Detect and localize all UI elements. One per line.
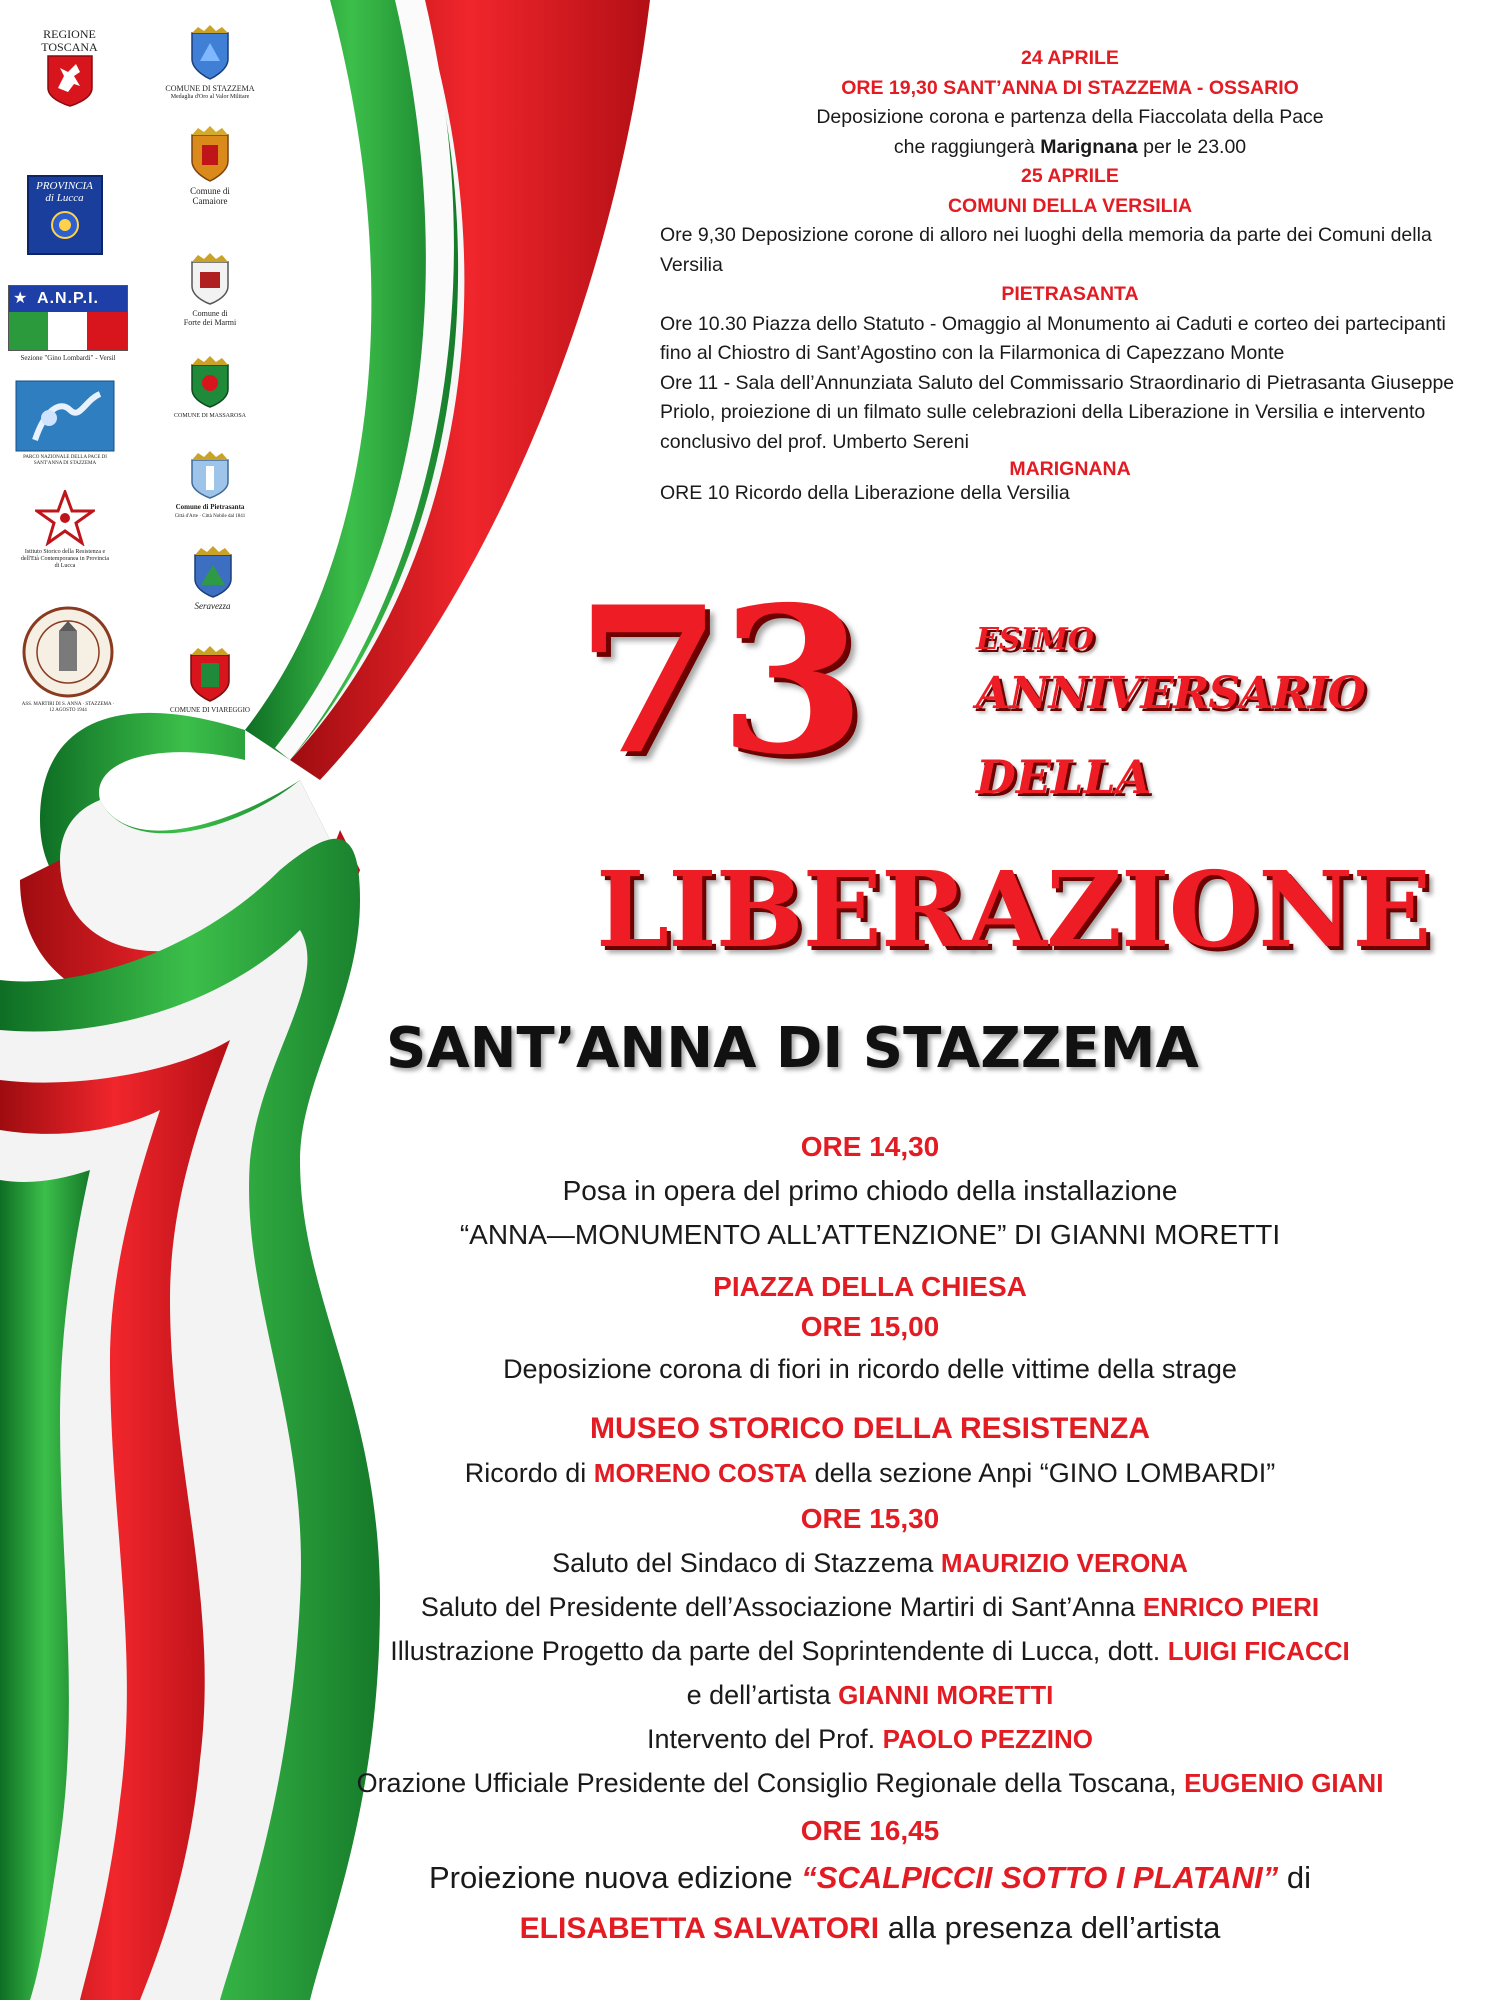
provincia-crest-icon — [50, 208, 80, 242]
comune-seravezza-caption: Seravezza — [194, 601, 231, 611]
anniversary-number: 73 — [575, 562, 863, 799]
marignana-text: ORE 10 Ricordo della Liberazione della Versilia — [660, 482, 1070, 504]
parco-pace-caption: PARCO NAZIONALE DELLA PACE DI SANT'ANNA DI STAZZEMA — [23, 455, 107, 466]
comune-seravezza-logo — [170, 545, 255, 611]
anpi-caption: A.N.P.I. — [9, 286, 127, 312]
pietrasanta-crest-icon — [188, 450, 232, 500]
intervento-line: Intervento del Prof. PAOLO PEZZINO — [646, 1724, 1094, 1754]
comuni-versilia-heading: COMUNI DELLA VERSILIA — [947, 194, 1193, 217]
associazione-martiri-logo — [20, 605, 116, 714]
location-title: SANT’ANNA DI STAZZEMA — [386, 1016, 1199, 1081]
comune-forte-dei-marmi-caption: Comune di Forte dei Marmi — [183, 309, 237, 327]
salvatori-line: ELISABETTA SALVATORI alla presenza dell’artista — [519, 1910, 1221, 1945]
comune-stazzema-subcaption: Medaglia d'Oro al Valor Militare — [170, 94, 250, 100]
provincia-lucca-logo — [22, 175, 107, 255]
comune-massarosa-logo — [160, 355, 260, 421]
artista-line: e dell’artista GIANNI MORETTI — [686, 1680, 1054, 1710]
deposizione-line: Deposizione corona di fiori in ricordo delle vittime della strage — [503, 1354, 1237, 1384]
comuni-versilia-text: Ore 9,30 Deposizione corone di alloro nei luoghi della memoria da parte dei Comuni della Versilia — [660, 224, 1432, 276]
liberazione-title: LIBERAZIONE — [596, 848, 1431, 971]
proiezione-line: Proiezione nuova edizione “SCALPICCII SOTTO I PLATANI” di — [428, 1860, 1312, 1895]
istituto-storico-caption: Istituto Storico della Resistenza e dell'Età Contemporanea in Provincia di Lucca — [20, 549, 110, 569]
program-schedule — [260, 1125, 1480, 1954]
time-14-30: ORE 14,30 — [800, 1131, 940, 1162]
pietrasanta-heading: PIETRASANTA — [1001, 283, 1139, 305]
saluto-presidente-line: Saluto del Presidente dell’Associazione Martiri di Sant’Anna ENRICO PIERI — [420, 1592, 1320, 1622]
comune-viareggio-logo — [160, 645, 260, 715]
saluto-sindaco-line: Saluto del Sindaco di Stazzema MAURIZIO VERONA — [552, 1548, 1188, 1578]
parco-pace-logo — [14, 380, 116, 467]
april-24-25-events — [660, 44, 1480, 505]
camaiore-crest-icon — [188, 125, 232, 183]
esimo-label: ESIMO — [976, 622, 1094, 657]
comune-pietrasanta-caption: Comune di Pietrasanta — [175, 503, 245, 511]
comune-stazzema-caption: COMUNE DI STAZZEMA — [165, 84, 255, 93]
red-star-icon — [35, 490, 95, 546]
time-16-45: ORE 16,45 — [800, 1815, 940, 1846]
museo-heading: MUSEO STORICO DELLA RESISTENZA — [589, 1412, 1151, 1445]
peace-park-icon — [15, 380, 115, 452]
comune-camaiore-logo — [165, 125, 255, 206]
anniversario-label: ANNIVERSARIO — [976, 668, 1365, 719]
date-24-aprile: 24 APRILE — [1021, 47, 1119, 69]
comune-viareggio-caption: COMUNE DI VIAREGGIO — [170, 706, 250, 714]
illustrazione-line: Illustrazione Progetto da parte del Soprintendente di Lucca, dott. LUIGI FICACCI — [390, 1636, 1350, 1666]
time-15-00: ORE 15,00 — [800, 1311, 940, 1342]
comune-massarosa-caption: COMUNE DI MASSAROSA — [173, 413, 246, 419]
comune-pietrasanta-subcaption: Città d'Arte · Città Nobile dal 1841 — [174, 514, 246, 519]
time-24-ossario: ORE 19,30 SANT’ANNA DI STAZZEMA - OSSARIO — [841, 76, 1299, 99]
time-15-30: ORE 15,30 — [800, 1503, 940, 1534]
pietrasanta-text-2: Ore 11 - Sala dell’Annunziata Saluto del Commissario Straordinario di Pietrasanta Giuseppe Priolo, proiezione di un filmato sulle celebrazioni della Liberazione in Versilia e intervento conclusivo del prof. Umberto Sereni — [660, 371, 1455, 453]
marignana-heading: MARIGNANA — [1009, 458, 1131, 480]
date-25-aprile: 25 APRILE — [1021, 165, 1119, 187]
installation-line: Posa in opera del primo chiodo della installazione — [562, 1175, 1178, 1206]
anpi-logo — [8, 285, 128, 363]
forte-dei-marmi-crest-icon — [188, 252, 232, 306]
seravezza-crest-icon — [191, 545, 235, 599]
associazione-martiri-caption: ASS. MARTIRI DI S. ANNA · STAZZEMA · 12 AGOSTO 1944 — [21, 702, 115, 713]
istituto-storico-logo — [20, 490, 110, 570]
installation-title-line: “ANNA—MONUMENTO ALL’ATTENZIONE” DI GIANNI MORETTI — [459, 1219, 1281, 1250]
comune-camaiore-caption: Comune di Camaiore — [190, 186, 230, 206]
regione-toscana-caption: REGIONE TOSCANA — [41, 27, 98, 54]
viareggio-crest-icon — [187, 645, 233, 703]
orazione-line: Orazione Ufficiale Presidente del Consiglio Regionale della Toscana, EUGENIO GIANI — [356, 1768, 1384, 1798]
anpi-subcaption: Sezione "Gino Lombardi" - Versil — [20, 354, 116, 362]
comune-forte-dei-marmi-logo — [165, 252, 255, 327]
comune-stazzema-logo — [150, 25, 270, 102]
pegasus-icon — [46, 54, 94, 108]
martiri-seal-icon — [21, 605, 115, 699]
pietrasanta-text-1: Ore 10.30 Piazza dello Statuto - Omaggio al Monumento ai Caduti e corteo dei partecipanti fino al Chiostro di Sant’Agostino con la Filarmonica di Capezzano Monte — [660, 312, 1446, 364]
stazzema-crest-icon — [188, 25, 232, 81]
comune-pietrasanta-logo — [155, 450, 265, 521]
ricordo-line: Ricordo di MORENO COSTA della sezione Anpi “GINO LOMBARDI” — [464, 1458, 1276, 1488]
della-label: DELLA — [976, 750, 1152, 804]
marignana-arrival-line: che raggiungerà Marignana per le 23.00 — [893, 135, 1247, 158]
massarosa-crest-icon — [188, 355, 232, 409]
provincia-lucca-caption: PROVINCIA di Lucca — [36, 180, 93, 204]
star-icon: ★ — [13, 290, 28, 307]
regione-toscana-logo — [22, 25, 117, 108]
fiaccolata-line: Deposizione corona e partenza della Fiaccolata della Pace — [816, 106, 1324, 128]
piazza-chiesa-heading: PIAZZA DELLA CHIESA — [713, 1271, 1027, 1302]
